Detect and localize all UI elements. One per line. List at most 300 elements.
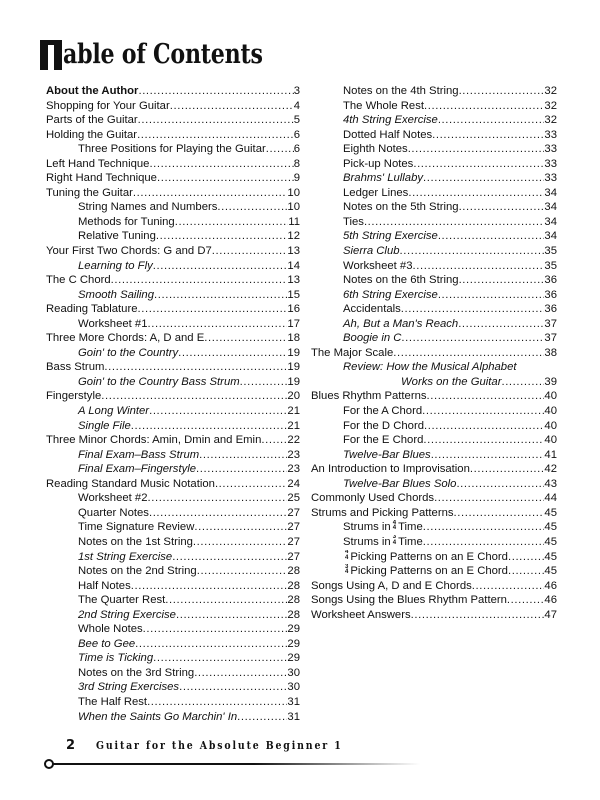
entry-title: [311, 462, 470, 477]
toc-entry[interactable]: [311, 302, 557, 317]
entry-title: [78, 535, 193, 550]
dot-leader: [459, 273, 545, 288]
dot-leader: [165, 593, 287, 608]
entry-title-text: The Whole Rest: [343, 99, 424, 112]
toc-entry[interactable]: [311, 186, 557, 201]
toc-entry[interactable]: [46, 273, 300, 288]
entry-title: [343, 229, 438, 244]
dot-leader: [131, 579, 288, 594]
toc-entry[interactable]: [311, 84, 557, 99]
entry-title-text: Three Positions for Playing the Guitar: [78, 143, 266, 156]
time-signature: [345, 550, 348, 561]
toc-entry[interactable]: [46, 695, 300, 710]
dot-leader: [237, 710, 287, 725]
toc-entry[interactable]: [311, 215, 557, 230]
entry-title: [78, 506, 149, 521]
entry-title-text: Worksheet Answers: [311, 608, 411, 621]
toc-entry[interactable]: [46, 215, 300, 230]
entry-title: [343, 128, 432, 143]
dot-leader: [149, 157, 293, 172]
entry-title-text: Songs Using the Blues Rhythm Pattern: [311, 594, 507, 607]
toc-entry[interactable]: [311, 244, 557, 259]
toc-entry[interactable]: [46, 637, 300, 652]
entry-title-text: Notes on the 5th String: [343, 201, 459, 214]
dot-leader: [454, 506, 545, 521]
entry-page-number: 34: [544, 215, 557, 228]
entry-title-text: Time Signature Review: [78, 521, 195, 534]
toc-entry[interactable]: [311, 288, 557, 303]
entry-title: [343, 186, 408, 201]
entry-title: [78, 491, 148, 506]
time-signature-bottom: 4: [392, 539, 397, 546]
toc-entry[interactable]: [46, 360, 300, 375]
entry-title-text: Final Exam–Bass Strum: [78, 448, 200, 461]
toc-entry[interactable]: [311, 448, 557, 463]
entry-title: [343, 142, 408, 157]
entry-title-text: Notes on the 2nd String: [78, 565, 197, 578]
toc-entry[interactable]: [46, 99, 300, 114]
toc-entry[interactable]: [311, 535, 557, 550]
entry-title-text: The C Chord: [46, 274, 111, 287]
entry-title: [78, 346, 178, 361]
dot-leader: [170, 99, 294, 114]
entry-title: [78, 550, 172, 565]
entry-title-text: Methods for Tuning: [78, 215, 175, 228]
entry-title-text: Whole Notes: [78, 623, 143, 636]
entry-page-number: 18: [287, 332, 300, 345]
entry-title-text: Pick-up Notes: [343, 157, 414, 170]
entry-title-text: 2nd String Exercise: [78, 608, 176, 621]
entry-page-number: 40: [544, 434, 557, 447]
toc-entry[interactable]: [46, 608, 300, 623]
toc-entry[interactable]: [311, 128, 557, 143]
toc-entry[interactable]: [46, 288, 300, 303]
toc-entry[interactable]: [46, 302, 300, 317]
toc-entry[interactable]: [311, 273, 557, 288]
entry-title: [343, 477, 456, 492]
entry-title: [46, 273, 111, 288]
entry-page-number: 36: [544, 288, 557, 301]
entry-title: [343, 200, 459, 215]
entry-title-text: Bass Strum: [46, 361, 105, 374]
dot-leader: [408, 142, 545, 157]
entry-title-text: Songs Using A, D and E Chords: [311, 579, 472, 592]
entry-title: [343, 448, 431, 463]
toc-entry[interactable]: [46, 550, 300, 565]
toc-entry[interactable]: [311, 200, 557, 215]
dot-leader: [176, 608, 287, 623]
toc-entry[interactable]: [311, 99, 557, 114]
entry-title: [343, 273, 459, 288]
toc-entry[interactable]: [311, 171, 557, 186]
toc-entry[interactable]: [311, 360, 557, 375]
entry-page-number: 34: [544, 230, 557, 243]
entry-title-text: Accidentals: [343, 303, 401, 316]
entry-title: [78, 462, 196, 477]
toc-entry[interactable]: [46, 200, 300, 215]
entry-title: [311, 389, 427, 404]
entry-title: [343, 157, 413, 172]
entry-title-text: Reading Standard Music Notation: [46, 477, 215, 490]
toc-entry[interactable]: [311, 229, 557, 244]
entry-title-text: Works on the Guitar: [401, 375, 502, 388]
entry-title: [78, 229, 156, 244]
dot-leader: [111, 273, 288, 288]
entry-page-number: 29: [287, 623, 300, 636]
entry-page-number: 19: [287, 361, 300, 374]
entry-page-number: 45: [544, 550, 557, 563]
toc-entry[interactable]: [311, 419, 557, 434]
entry-page-number: 45: [544, 521, 557, 534]
entry-page-number: 13: [287, 245, 300, 258]
dot-leader: [507, 593, 545, 608]
toc-entry[interactable]: [46, 375, 300, 390]
toc-entry[interactable]: [46, 491, 300, 506]
entry-title-text: When the Saints Go Marchin' In: [78, 710, 238, 723]
entry-page-number: 37: [544, 332, 557, 345]
toc-entry[interactable]: [46, 404, 300, 419]
entry-title: [46, 113, 138, 128]
entry-title-text: The Half Rest: [78, 695, 148, 708]
dot-leader: [393, 346, 544, 361]
time-signature: [393, 521, 396, 532]
toc-entry[interactable]: [46, 186, 300, 201]
toc-entry[interactable]: [311, 375, 557, 390]
entry-title: [78, 710, 237, 725]
dot-leader: [424, 99, 544, 114]
entry-title: [311, 593, 507, 608]
dot-leader: [364, 215, 544, 230]
entry-title: [46, 389, 101, 404]
dot-leader: [459, 84, 545, 99]
entry-page-number: 34: [544, 201, 557, 214]
entry-title-text: Right Hand Technique: [46, 172, 157, 185]
toc-entry[interactable]: [311, 593, 557, 608]
entry-title: [311, 506, 454, 521]
toc-entry[interactable]: [46, 579, 300, 594]
entry-page-number: 29: [287, 652, 300, 665]
dot-leader: [472, 579, 545, 594]
entry-page-number: 40: [544, 405, 557, 418]
entry-page-number: 6: [293, 143, 300, 156]
toc-entry[interactable]: [311, 550, 557, 565]
dot-leader: [456, 477, 544, 492]
entry-title: [46, 157, 149, 172]
entry-page-number: 40: [544, 390, 557, 403]
entry-title-text: The Major Scale: [311, 346, 394, 359]
toc-entry[interactable]: [311, 317, 557, 332]
page-number: 2: [66, 738, 76, 753]
toc-entry[interactable]: [311, 579, 557, 594]
entry-title: [78, 200, 217, 215]
toc-entry[interactable]: [311, 491, 557, 506]
toc-entry[interactable]: [46, 389, 300, 404]
entry-title-text: Worksheet #2: [78, 492, 148, 505]
entry-page-number: 23: [287, 448, 300, 461]
toc-entry[interactable]: [46, 564, 300, 579]
entry-title: [46, 128, 137, 143]
entry-title-text: Smooth Sailing: [78, 288, 154, 301]
toc-entry[interactable]: [46, 433, 300, 448]
entry-page-number: 28: [287, 594, 300, 607]
toc-entry[interactable]: [46, 622, 300, 637]
entry-page-number: 12: [287, 230, 300, 243]
dot-leader: [501, 375, 544, 390]
entry-page-number: 6: [293, 128, 300, 141]
entry-title: [46, 477, 215, 492]
dot-leader: [153, 259, 288, 274]
toc-entry[interactable]: [311, 506, 557, 521]
entry-page-number: 45: [544, 565, 557, 578]
entry-page-number: 44: [544, 492, 557, 505]
dot-leader: [148, 491, 288, 506]
toc-entry[interactable]: [46, 666, 300, 681]
entry-title: [343, 404, 422, 419]
entry-title-text: Review: How the Musical Alphabet: [343, 361, 517, 374]
dot-leader: [194, 520, 287, 535]
toc-entry[interactable]: [311, 142, 557, 157]
dot-leader: [438, 113, 545, 128]
dot-leader: [408, 186, 544, 201]
entry-page-number: 27: [287, 506, 300, 519]
entry-title-text: 6th String Exercise: [343, 288, 438, 301]
entry-title: [343, 419, 424, 434]
entry-page-number: 37: [544, 317, 557, 330]
toc-entry[interactable]: [46, 128, 300, 143]
dot-leader: [212, 244, 288, 259]
entry-title-text: Ledger Lines: [343, 186, 409, 199]
dot-leader: [143, 622, 288, 637]
entry-title: [46, 99, 170, 114]
entry-title: [78, 288, 154, 303]
dot-leader: [149, 404, 287, 419]
entry-page-number: 17: [287, 317, 300, 330]
toc-entry[interactable]: [311, 433, 557, 448]
entry-title-text: Final Exam–Fingerstyle: [78, 463, 197, 476]
toc-entry[interactable]: [311, 462, 557, 477]
entry-title-text: 1st String Exercise: [78, 550, 173, 563]
entry-title-text: Picking Patterns on an E Chord: [350, 550, 508, 563]
entry-page-number: 16: [287, 303, 300, 316]
entry-title-text: Twelve-Bar Blues Solo: [343, 477, 457, 490]
dot-leader: [172, 550, 287, 565]
toc-entry[interactable]: [311, 404, 557, 419]
entry-title-text: Left Hand Technique: [46, 157, 150, 170]
dot-leader: [427, 389, 545, 404]
toc-entry[interactable]: [46, 331, 300, 346]
dot-leader: [261, 433, 287, 448]
time-signature-top: 3: [392, 534, 397, 541]
time-signature: [345, 565, 348, 576]
page-footer: [0, 738, 600, 778]
entry-page-number: 15: [287, 288, 300, 301]
entry-page-number: 28: [287, 579, 300, 592]
toc-entry[interactable]: [46, 244, 300, 259]
entry-title: [78, 695, 147, 710]
entry-title: [343, 99, 424, 114]
toc-entry[interactable]: [46, 651, 300, 666]
dot-leader: [423, 535, 545, 550]
toc-entry[interactable]: [311, 564, 557, 579]
footer-rule: [50, 763, 420, 765]
time-signature-top: 4: [345, 549, 349, 556]
toc-entry[interactable]: [46, 157, 300, 172]
dot-leader: [157, 171, 294, 186]
entry-title-text: 3rd String Exercises: [78, 681, 180, 694]
toc-entry[interactable]: [311, 259, 557, 274]
dot-leader: [438, 288, 545, 303]
entry-page-number: 29: [287, 637, 300, 650]
dot-leader: [424, 419, 544, 434]
toc-entry[interactable]: [311, 389, 557, 404]
entry-page-number: 33: [544, 128, 557, 141]
toc-entry[interactable]: [46, 229, 300, 244]
entry-title-text: Notes on the 6th String: [343, 274, 459, 287]
dot-leader: [147, 695, 287, 710]
entry-page-number: 46: [544, 594, 557, 607]
dot-leader: [240, 375, 288, 390]
toc-entry[interactable]: [46, 710, 300, 725]
entry-title: [343, 171, 423, 186]
entry-title-text: For the D Chord: [343, 419, 424, 432]
dot-leader: [154, 288, 287, 303]
entry-page-number: 35: [544, 259, 557, 272]
dot-leader: [197, 564, 288, 579]
dot-leader: [434, 491, 544, 506]
entry-page-number: 27: [287, 521, 300, 534]
entry-title: [311, 608, 411, 623]
entry-title: [78, 622, 143, 637]
time-signature-bottom: 4: [345, 554, 349, 561]
entry-title-text: Half Notes: [78, 579, 131, 592]
toc-entry[interactable]: [46, 477, 300, 492]
toc-entry[interactable]: [311, 477, 557, 492]
entry-title-text: 5th String Exercise: [343, 230, 438, 243]
dot-leader: [194, 666, 287, 681]
entry-title-text: Strums and Picking Patterns: [311, 506, 454, 519]
entry-page-number: 9: [293, 172, 300, 185]
toc-entry[interactable]: [46, 171, 300, 186]
toc-entry[interactable]: [311, 113, 557, 128]
entry-page-number: 13: [287, 274, 300, 287]
entry-page-number: 36: [544, 274, 557, 287]
dot-leader: [178, 346, 287, 361]
entry-page-number: 38: [544, 346, 557, 359]
toc-entry[interactable]: [311, 520, 557, 535]
toc-entry[interactable]: [46, 448, 300, 463]
entry-title: [46, 331, 204, 346]
entry-title-text: Blues Rhythm Patterns: [311, 390, 427, 403]
entry-page-number: 24: [287, 477, 300, 490]
dot-leader: [401, 302, 545, 317]
entry-title: [78, 579, 131, 594]
toc-entry[interactable]: [46, 593, 300, 608]
dot-leader: [153, 651, 287, 666]
entry-page-number: 21: [287, 405, 300, 418]
toc-entry[interactable]: [46, 346, 300, 361]
entry-title: [311, 579, 472, 594]
dot-leader: [193, 535, 288, 550]
entry-title: [311, 491, 434, 506]
entry-title-text: Time is Ticking: [78, 652, 154, 665]
toc-entry[interactable]: [311, 608, 557, 623]
toc-entry[interactable]: [46, 259, 300, 274]
entry-title-text: Goin' to the Country: [78, 346, 179, 359]
entry-page-number: 32: [544, 99, 557, 112]
toc-entry[interactable]: [46, 84, 300, 99]
time-signature: [393, 535, 396, 546]
entry-title-text: Picking Patterns on an E Chord: [350, 565, 508, 578]
entry-page-number: 32: [544, 114, 557, 127]
entry-title-text: Fingerstyle: [46, 390, 102, 403]
book-title: Guitar for the Absolute Beginner 1: [96, 739, 343, 752]
toc-entry[interactable]: [46, 419, 300, 434]
dot-leader: [217, 200, 287, 215]
dot-leader: [131, 419, 288, 434]
entry-page-number: 5: [293, 114, 300, 127]
entry-title-text: Worksheet #1: [78, 317, 148, 330]
toc-entry[interactable]: [46, 462, 300, 477]
toc-entry[interactable]: [46, 520, 300, 535]
toc-entry[interactable]: [46, 680, 300, 695]
entry-page-number: 21: [287, 419, 300, 432]
toc-entry[interactable]: [311, 331, 557, 346]
entry-title-text: Parts of the Guitar: [46, 114, 138, 127]
entry-page-number: 43: [544, 477, 557, 490]
entry-title: [78, 680, 179, 695]
entry-title: [78, 637, 135, 652]
dot-leader: [149, 506, 287, 521]
dot-leader: [422, 404, 544, 419]
entry-page-number: 14: [287, 259, 300, 272]
entry-page-number: 10: [287, 186, 300, 199]
entry-title: [343, 302, 401, 317]
entry-page-number: 41: [544, 448, 557, 461]
toc-entry[interactable]: [46, 535, 300, 550]
entry-page-number: 27: [287, 535, 300, 548]
entry-title-text: Bee to Gee: [78, 637, 136, 650]
dot-leader: [438, 229, 545, 244]
entry-title-text: Eighth Notes: [343, 143, 408, 156]
entry-title: [343, 259, 413, 274]
toc-entry[interactable]: [311, 157, 557, 172]
toc-entry[interactable]: [46, 113, 300, 128]
entry-title: [46, 171, 157, 186]
toc-column-left: [46, 84, 300, 724]
page-title-text: able of Contents: [63, 39, 263, 70]
entry-page-number: 46: [544, 579, 557, 592]
entry-page-number: 23: [287, 463, 300, 476]
entry-title-text: A Long Winter: [78, 405, 150, 418]
entry-title: [78, 404, 149, 419]
entry-title: [78, 375, 240, 390]
toc-entry[interactable]: [46, 142, 300, 157]
toc-entry[interactable]: [46, 506, 300, 521]
toc-entry[interactable]: [46, 317, 300, 332]
entry-title-text: Notes on the 1st String: [78, 535, 193, 548]
entry-title: [78, 419, 131, 434]
dot-leader: [215, 477, 287, 492]
entry-title-prefix: Strums in: [343, 535, 391, 548]
entry-title-text: An Introduction to Improvisation: [311, 463, 470, 476]
dot-leader: [137, 128, 294, 143]
dot-leader: [266, 142, 294, 157]
entry-title-text: Single File: [78, 419, 131, 432]
toc-entry[interactable]: [311, 346, 557, 361]
time-signature-top: 3: [345, 564, 349, 570]
entry-page-number: 42: [544, 463, 557, 476]
entry-title-text: Quarter Notes: [78, 506, 149, 519]
